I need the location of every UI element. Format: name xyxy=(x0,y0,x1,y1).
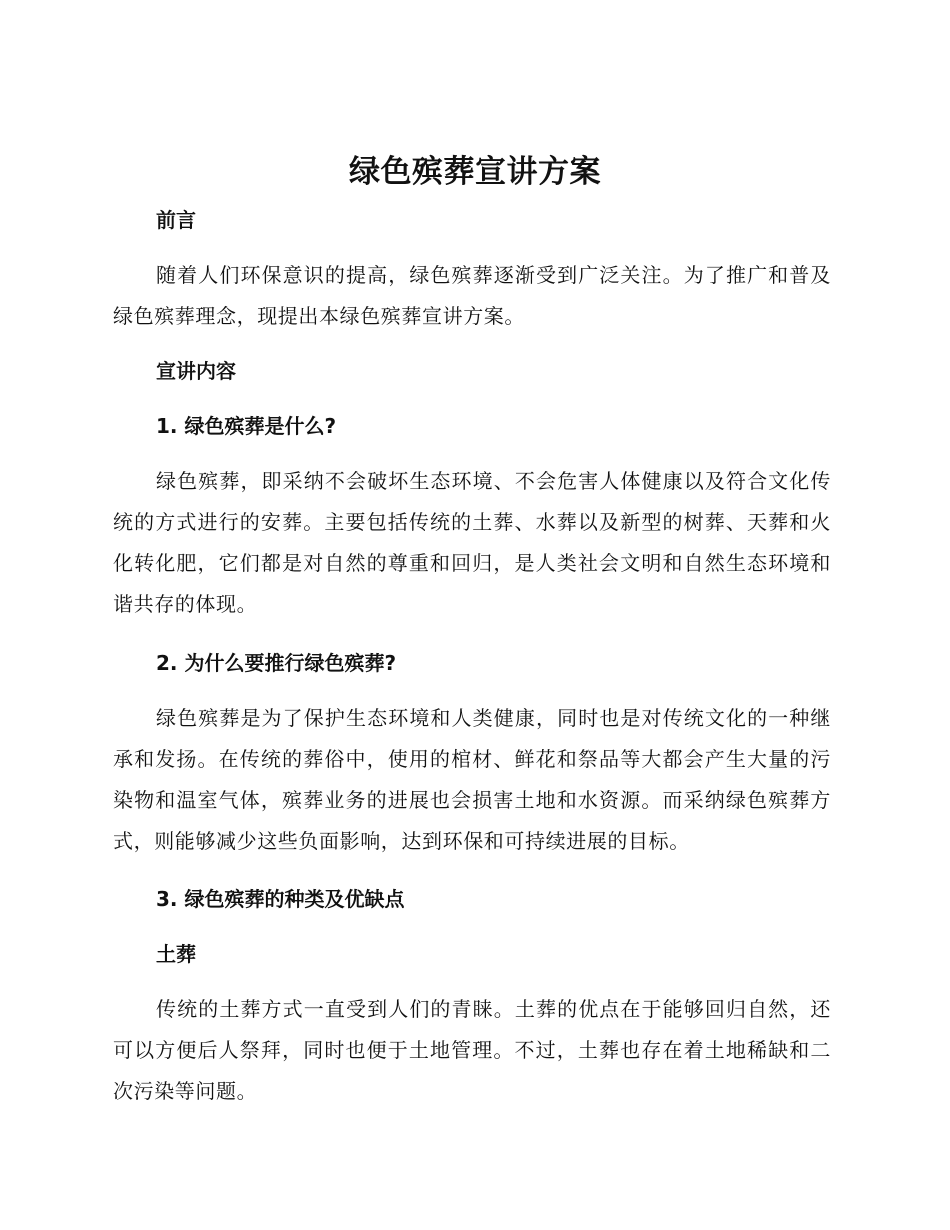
paragraph-burial: 传统的土葬方式一直受到人们的青睐。土葬的优点在于能够回归自然，还可以方便后人祭拜，同时也便于土地管理。不过，土葬也存在着土地稀缺和二次污染等问题。 xyxy=(113,997,831,1103)
paragraph-q1: 绿色殡葬，即采纳不会破坏生态环境、不会危害人体健康以及符合文化传统的方式进行的安葬。主要包括传统的土葬、水葬以及新型的树葬、天葬和火化转化肥，它们都是对自然的尊重和回归，是人类社会文明和自然生态环境和谐共存的体现。 xyxy=(113,469,831,616)
heading-q1: 1. 绿色殡葬是什么? xyxy=(156,414,337,438)
document-title: 绿色殡葬宣讲方案 xyxy=(349,154,601,190)
heading-q2: 2. 为什么要推行绿色殡葬? xyxy=(156,651,397,675)
heading-content: 宣讲内容 xyxy=(156,359,236,383)
heading-q3: 3. 绿色殡葬的种类及优缺点 xyxy=(156,887,405,911)
paragraph-q2: 绿色殡葬是为了保护生态环境和人类健康，同时也是对传统文化的一种继承和发扬。在传统的葬俗中，使用的棺材、鲜花和祭品等大都会产生大量的污染物和温室气体，殡葬业务的进展也会损害土地和水资源。而采纳绿色殡葬方式，则能够减少这些负面影响，达到环保和可持续进展的目标。 xyxy=(113,706,831,853)
heading-preface: 前言 xyxy=(156,208,196,232)
paragraph-preface: 随着人们环保意识的提高，绿色殡葬逐渐受到广泛关注。为了推广和普及绿色殡葬理念，现提出本绿色殡葬宣讲方案。 xyxy=(113,263,831,328)
heading-burial: 土葬 xyxy=(156,942,196,966)
